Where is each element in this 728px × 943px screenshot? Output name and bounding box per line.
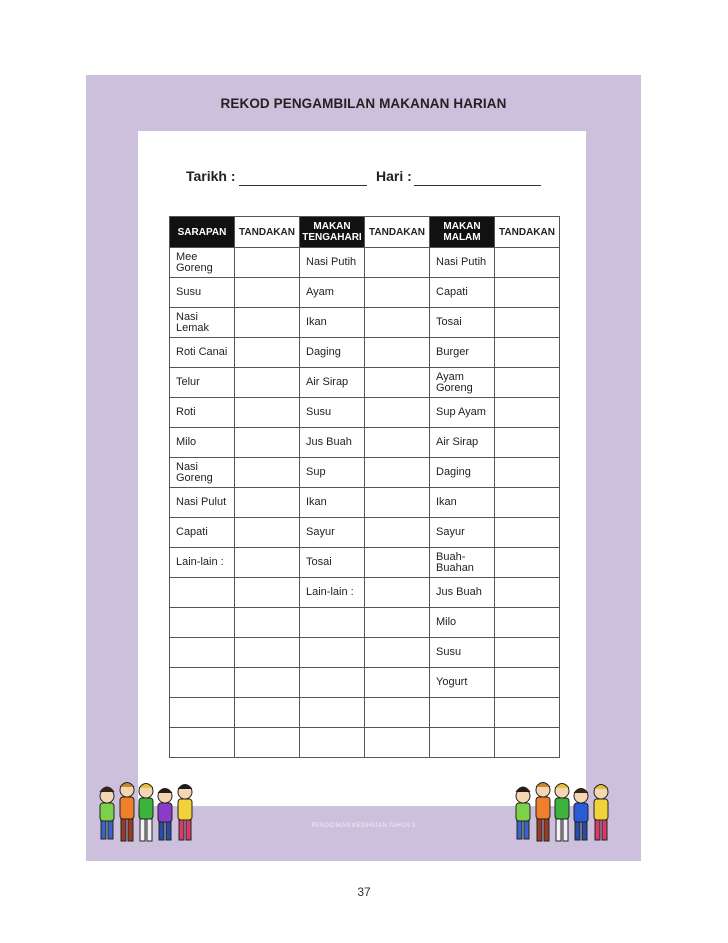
food-item-label: Capati <box>176 526 208 538</box>
food-item-label: Goreng <box>436 381 473 394</box>
food-item-cell <box>170 578 235 608</box>
tandakan-checkbox-cell[interactable] <box>365 518 430 548</box>
table-row <box>170 398 560 428</box>
table-row <box>170 248 560 278</box>
tarikh-label: Tarikh : <box>186 168 236 184</box>
column-header-line: TANDAKAN <box>239 226 295 238</box>
food-item-label: Buahan <box>436 561 474 574</box>
food-item-label: Burger <box>436 346 470 358</box>
food-item-cell <box>430 578 495 608</box>
food-item-label: Lain-lain : <box>306 586 354 598</box>
table-header-row <box>170 217 560 248</box>
tandakan-checkbox-cell[interactable] <box>235 548 300 578</box>
food-item-label: Milo <box>176 436 197 448</box>
tandakan-checkbox-cell[interactable] <box>365 338 430 368</box>
table-row <box>170 368 560 398</box>
food-item-cell <box>300 308 365 338</box>
column-header <box>365 217 430 248</box>
tandakan-checkbox-cell[interactable] <box>235 458 300 488</box>
food-item-cell <box>430 698 495 728</box>
tandakan-checkbox-cell[interactable] <box>365 698 430 728</box>
food-item-label: Daging <box>306 346 341 358</box>
food-item-label: Tosai <box>436 316 462 328</box>
food-item-cell <box>430 398 495 428</box>
tandakan-checkbox-cell[interactable] <box>235 428 300 458</box>
column-header-line: MAKAN <box>443 221 481 232</box>
food-item-label: Lemak <box>176 321 210 334</box>
column-header <box>170 217 235 248</box>
food-item-label: Jus Buah <box>306 436 352 448</box>
food-item-label: Nasi Pulut <box>176 496 227 508</box>
table-row <box>170 578 560 608</box>
column-header <box>495 217 560 248</box>
food-item-cell <box>300 368 365 398</box>
column-header-line: TANDAKAN <box>499 226 555 238</box>
hari-label: Hari : <box>376 168 412 184</box>
food-item-label: Goreng <box>176 471 213 484</box>
tandakan-checkbox-cell[interactable] <box>235 728 300 758</box>
food-item-cell <box>300 668 365 698</box>
food-item-cell <box>430 638 495 668</box>
tandakan-checkbox-cell[interactable] <box>495 608 560 638</box>
food-item-cell <box>300 518 365 548</box>
food-item-label: Ikan <box>436 496 457 508</box>
food-item-cell <box>430 518 495 548</box>
food-item-label: Telur <box>176 376 200 388</box>
tandakan-checkbox-cell[interactable] <box>495 458 560 488</box>
table-row <box>170 488 560 518</box>
tandakan-checkbox-cell[interactable] <box>235 638 300 668</box>
food-item-cell <box>170 428 235 458</box>
tandakan-checkbox-cell[interactable] <box>365 248 430 278</box>
tandakan-checkbox-cell[interactable] <box>235 578 300 608</box>
column-header-line: MAKAN <box>313 221 351 232</box>
tandakan-checkbox-cell[interactable] <box>365 608 430 638</box>
food-item-cell <box>430 548 495 578</box>
table-row <box>170 308 560 338</box>
food-item-cell <box>170 638 235 668</box>
tandakan-checkbox-cell[interactable] <box>495 698 560 728</box>
food-item-label: Sup <box>306 466 326 478</box>
column-header-line: MALAM <box>443 232 481 243</box>
food-item-cell <box>430 488 495 518</box>
food-item-cell <box>170 338 235 368</box>
column-header-line: TENGAHARI <box>302 232 362 243</box>
food-item-cell <box>300 458 365 488</box>
food-item-label: Susu <box>176 286 202 298</box>
page-title: REKOD PENGAMBILAN MAKANAN HARIAN <box>220 96 507 111</box>
food-item-label: Mee <box>176 250 198 263</box>
food-item-label: Ikan <box>306 496 327 508</box>
tandakan-checkbox-cell[interactable] <box>365 638 430 668</box>
food-item-cell <box>430 278 495 308</box>
food-item-label: Ayam <box>306 286 334 298</box>
food-item-label: Buah- <box>436 550 466 563</box>
food-item-cell <box>170 248 235 278</box>
food-item-label: Susu <box>306 406 332 418</box>
food-item-label: Nasi Putih <box>306 256 357 268</box>
table-row <box>170 428 560 458</box>
food-item-label: Jus Buah <box>436 586 482 598</box>
food-item-cell <box>170 368 235 398</box>
tandakan-checkbox-cell[interactable] <box>495 488 560 518</box>
food-item-cell <box>300 488 365 518</box>
food-item-cell <box>300 398 365 428</box>
food-item-label: Lain-lain : <box>176 556 224 568</box>
tandakan-checkbox-cell[interactable] <box>365 308 430 338</box>
food-item-cell <box>170 278 235 308</box>
food-item-cell <box>170 698 235 728</box>
food-item-cell <box>300 428 365 458</box>
tandakan-checkbox-cell[interactable] <box>235 398 300 428</box>
tandakan-checkbox-cell[interactable] <box>235 518 300 548</box>
food-item-label: Ikan <box>306 316 327 328</box>
children-group-left-icon <box>93 778 205 852</box>
column-header-line: SARAPAN <box>177 226 227 238</box>
food-item-cell <box>300 608 365 638</box>
food-item-cell <box>170 308 235 338</box>
column-header-line: TANDAKAN <box>369 226 425 238</box>
food-item-cell <box>300 548 365 578</box>
column-header <box>300 217 365 248</box>
column-header <box>235 217 300 248</box>
food-item-label: Capati <box>436 286 468 298</box>
table-row <box>170 698 560 728</box>
food-item-cell <box>430 308 495 338</box>
food-item-cell <box>300 728 365 758</box>
tandakan-checkbox-cell[interactable] <box>365 398 430 428</box>
tandakan-checkbox-cell[interactable] <box>365 578 430 608</box>
food-item-cell <box>170 398 235 428</box>
tandakan-checkbox-cell[interactable] <box>495 278 560 308</box>
food-item-cell <box>300 248 365 278</box>
tandakan-checkbox-cell[interactable] <box>365 488 430 518</box>
table-row <box>170 638 560 668</box>
food-item-cell <box>170 608 235 638</box>
tandakan-checkbox-cell[interactable] <box>365 548 430 578</box>
food-item-label: Daging <box>436 466 471 478</box>
tandakan-checkbox-cell[interactable] <box>235 668 300 698</box>
meal-record-table <box>169 216 560 758</box>
tandakan-checkbox-cell[interactable] <box>365 368 430 398</box>
tandakan-checkbox-cell[interactable] <box>495 398 560 428</box>
table-row <box>170 458 560 488</box>
tandakan-checkbox-cell[interactable] <box>365 728 430 758</box>
food-item-cell <box>170 548 235 578</box>
food-item-cell <box>430 248 495 278</box>
food-item-cell <box>300 278 365 308</box>
tandakan-checkbox-cell[interactable] <box>235 698 300 728</box>
food-item-cell <box>430 338 495 368</box>
tandakan-checkbox-cell[interactable] <box>365 278 430 308</box>
food-item-label: Nasi Putih <box>436 256 487 268</box>
food-item-label: Sayur <box>436 526 465 538</box>
tandakan-checkbox-cell[interactable] <box>365 428 430 458</box>
tandakan-checkbox-cell[interactable] <box>365 458 430 488</box>
food-item-cell <box>300 338 365 368</box>
food-item-cell <box>430 428 495 458</box>
food-item-cell <box>430 668 495 698</box>
tandakan-checkbox-cell[interactable] <box>235 488 300 518</box>
food-item-label: Roti <box>176 406 196 418</box>
food-item-cell <box>170 518 235 548</box>
food-item-label: Nasi <box>176 310 199 323</box>
food-item-cell <box>170 728 235 758</box>
food-item-cell <box>300 638 365 668</box>
food-item-label: Goreng <box>176 261 213 274</box>
food-item-cell <box>300 698 365 728</box>
food-item-label: Sayur <box>306 526 335 538</box>
tandakan-checkbox-cell[interactable] <box>495 518 560 548</box>
food-item-cell <box>170 488 235 518</box>
tandakan-checkbox-cell[interactable] <box>235 248 300 278</box>
food-item-cell <box>300 578 365 608</box>
food-item-cell <box>430 368 495 398</box>
food-item-label: Milo <box>436 616 457 628</box>
tandakan-checkbox-cell[interactable] <box>495 368 560 398</box>
tandakan-checkbox-cell[interactable] <box>495 638 560 668</box>
tandakan-checkbox-cell[interactable] <box>495 578 560 608</box>
food-item-label: Tosai <box>306 556 332 568</box>
tandakan-checkbox-cell[interactable] <box>495 728 560 758</box>
food-item-cell <box>430 458 495 488</box>
tandakan-checkbox-cell[interactable] <box>495 338 560 368</box>
tandakan-checkbox-cell[interactable] <box>235 608 300 638</box>
table-row <box>170 668 560 698</box>
tandakan-checkbox-cell[interactable] <box>365 668 430 698</box>
food-item-cell <box>170 668 235 698</box>
table-row <box>170 518 560 548</box>
tandakan-checkbox-cell[interactable] <box>235 338 300 368</box>
food-item-cell <box>170 458 235 488</box>
tarikh-input-line[interactable] <box>239 185 367 186</box>
table-row <box>170 548 560 578</box>
hari-input-line[interactable] <box>414 185 541 186</box>
tandakan-checkbox-cell[interactable] <box>495 548 560 578</box>
tandakan-checkbox-cell[interactable] <box>235 368 300 398</box>
tandakan-checkbox-cell[interactable] <box>495 428 560 458</box>
food-item-label: Nasi <box>176 460 199 473</box>
table-row <box>170 278 560 308</box>
table-row <box>170 608 560 638</box>
food-item-label: Roti Canai <box>176 346 228 358</box>
tandakan-checkbox-cell[interactable] <box>495 248 560 278</box>
food-item-cell <box>430 608 495 638</box>
table-row <box>170 728 560 758</box>
children-group-right-icon <box>509 778 621 852</box>
food-item-cell <box>430 728 495 758</box>
food-item-label: Air Sirap <box>306 376 349 388</box>
page-number: 37 <box>357 885 371 899</box>
tandakan-checkbox-cell[interactable] <box>495 668 560 698</box>
footer-text: PENDIDIKAN KESIHATAN TAHUN 3 <box>311 823 416 829</box>
tandakan-checkbox-cell[interactable] <box>235 308 300 338</box>
table-row <box>170 338 560 368</box>
food-item-label: Yogurt <box>436 676 468 688</box>
food-item-label: Air Sirap <box>436 436 479 448</box>
column-header <box>430 217 495 248</box>
food-item-label: Ayam <box>436 370 464 383</box>
tandakan-checkbox-cell[interactable] <box>235 278 300 308</box>
food-item-label: Sup Ayam <box>436 406 486 418</box>
tandakan-checkbox-cell[interactable] <box>495 308 560 338</box>
food-item-label: Susu <box>436 646 462 658</box>
